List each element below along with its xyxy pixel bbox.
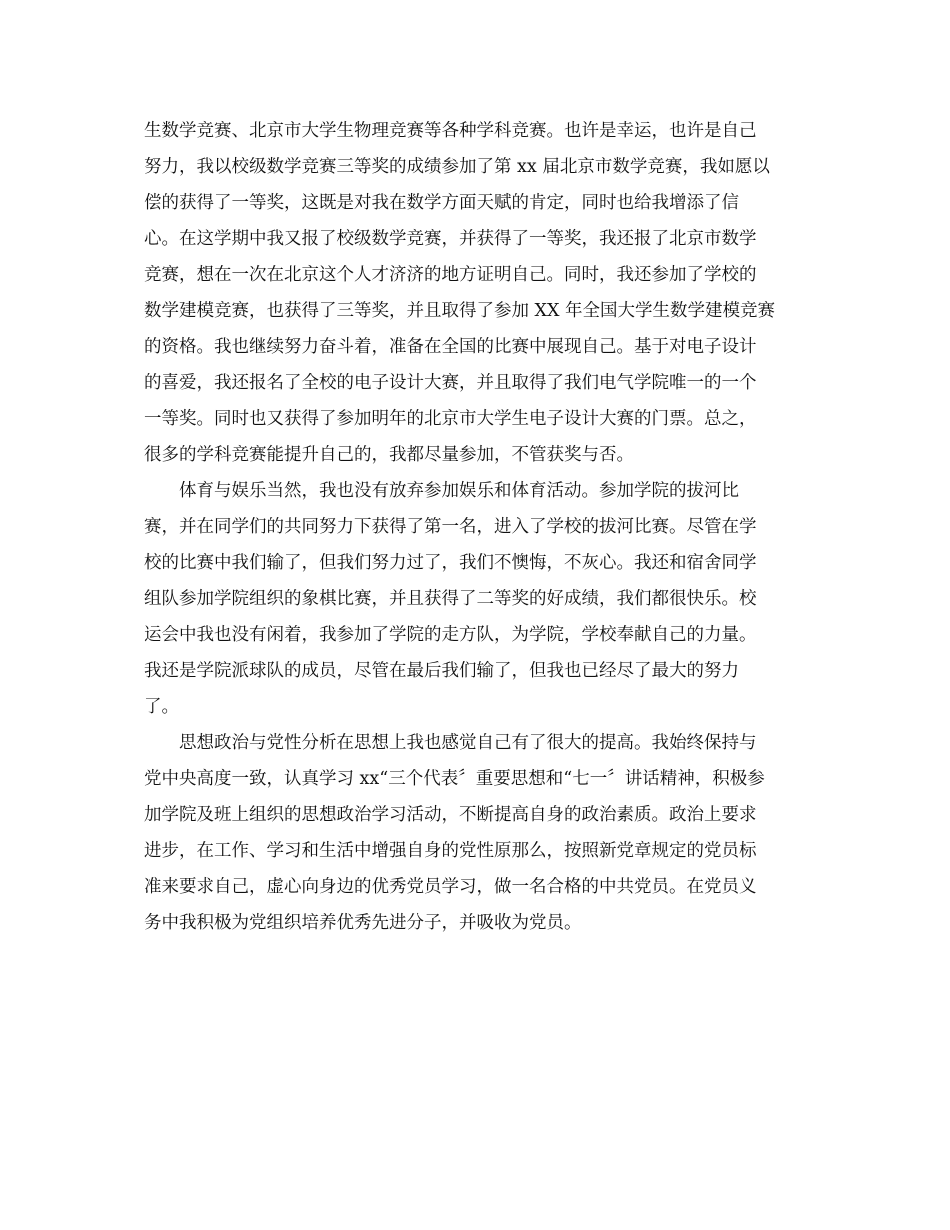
text-line: 的喜爱，我还报名了全校的电子设计大赛，并且取得了我们电气学院唯一的一个	[144, 373, 757, 393]
text-line: 进步，在工作、学习和生活中增强自身的党性原那么，按照新党章规定的党员标	[144, 841, 757, 861]
text-line: 加学院及班上组织的思想政治学习活动，不断提高自身的政治素质。政治上要求	[144, 805, 757, 825]
text-line: 很多的学科竞赛能提升自己的，我都尽量参加，不管获奖与否。	[144, 445, 634, 465]
text-line: 校的比赛中我们输了，但我们努力过了，我们不懊悔，不灰心。我还和宿舍同学	[144, 553, 757, 573]
text-line: 一等奖。同时也又获得了参加明年的北京市大学生电子设计大赛的门票。总之，	[144, 409, 757, 429]
text-line: 赛，并在同学们的共同努力下获得了第一名，进入了学校的拔河比赛。尽管在学	[144, 517, 757, 537]
text-line: 的资格。我也继续努力奋斗着，准备在全国的比赛中展现自己。基于对电子设计	[144, 337, 757, 357]
text-line: 运会中我也没有闲着，我参加了学院的走方队，为学院，学校奉献自己的力量。	[144, 625, 757, 645]
text-line: 思想政治与党性分析在思想上我也感觉自己有了很大的提高。我始终保持与	[144, 733, 757, 753]
text-line: 数学建模竞赛，也获得了三等奖，并且取得了参加 XX 年全国大学生数学建模竞赛	[144, 301, 776, 321]
text-line: 努力，我以校级数学竞赛三等奖的成绩参加了第 xx 届北京市数学竞赛，我如愿以	[144, 157, 770, 177]
text-line: 心。在这学期中我又报了校级数学竞赛，并获得了一等奖，我还报了北京市数学	[144, 229, 757, 249]
text-line: 体育与娱乐当然，我也没有放弃参加娱乐和体育活动。参加学院的拔河比	[144, 481, 739, 501]
text-line: 准来要求自己，虚心向身边的优秀党员学习，做一名合格的中共党员。在党员义	[144, 877, 757, 897]
text-line: 组队参加学院组织的象棋比赛，并且获得了二等奖的好成绩，我们都很快乐。校	[144, 589, 757, 609]
text-line: 党中央高度一致，认真学习 xx“三个代表〞重要思想和“七一〞讲话精神，积极参	[144, 769, 765, 789]
text-line: 偿的获得了一等奖，这既是对我在数学方面天赋的肯定，同时也给我增添了信	[144, 193, 739, 213]
text-line: 务中我积极为党组织培养优秀先进分子，并吸收为党员。	[144, 913, 582, 933]
text-line: 了。	[144, 697, 179, 717]
text-line: 竞赛，想在一次在北京这个人才济济的地方证明自己。同时，我还参加了学校的	[144, 265, 757, 285]
text-line: 我还是学院派球队的成员，尽管在最后我们输了，但我也已经尽了最大的努力	[144, 661, 739, 681]
text-line: 生数学竞赛、北京市大学生物理竞赛等各种学科竞赛。也许是幸运，也许是自己	[144, 121, 757, 141]
